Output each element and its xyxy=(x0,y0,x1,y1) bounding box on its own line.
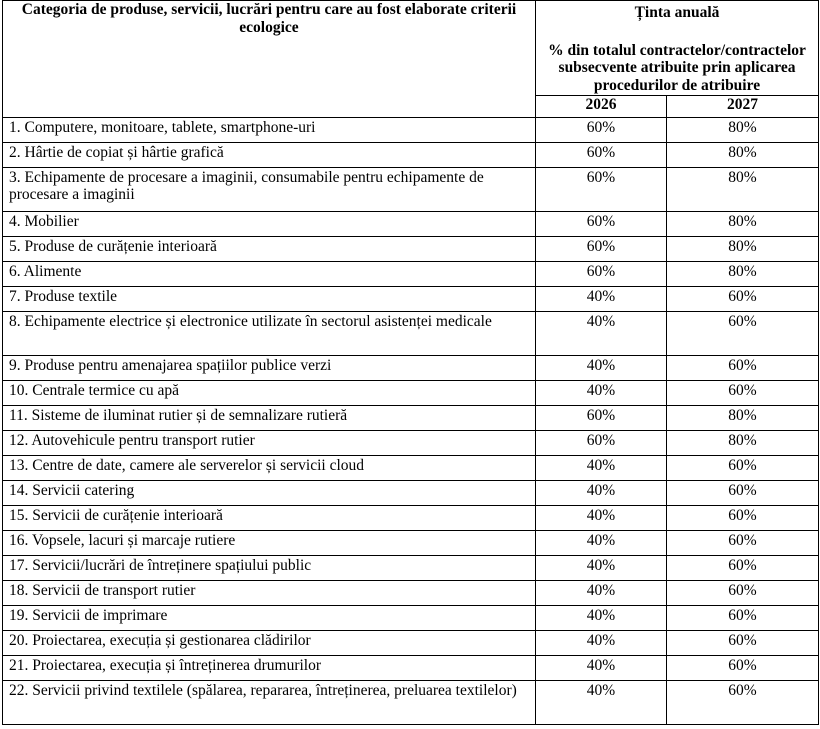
cell-category: 6. Alimente xyxy=(3,261,536,286)
table-header xyxy=(3,1,819,118)
cell-target-2027: 60% xyxy=(667,580,819,605)
cell-target-2026: 60% xyxy=(536,405,667,430)
cell-category: 10. Centrale termice cu apă xyxy=(3,380,536,405)
table-row xyxy=(3,430,819,455)
cell-target-2026: 40% xyxy=(536,630,667,655)
cell-category: 17. Servicii/lucrări de întreținere spațiului public xyxy=(3,555,536,580)
cell-target-2026: 40% xyxy=(536,555,667,580)
cell-target-2027: 80% xyxy=(667,117,819,142)
cell-target-2027: 60% xyxy=(667,455,819,480)
cell-target-2026: 60% xyxy=(536,211,667,236)
cell-category: 16. Vopsele, lacuri și marcaje rutiere xyxy=(3,530,536,555)
cell-category: 22. Servicii privind textilele (spălarea, repararea, întreținerea, preluarea textilelor) xyxy=(3,680,536,724)
cell-category: 4. Mobilier xyxy=(3,211,536,236)
table-row xyxy=(3,530,819,555)
cell-target-2027: 80% xyxy=(667,167,819,211)
header-row-titles xyxy=(3,1,819,96)
cell-category: 13. Centre de date, camere ale serverelor și servicii cloud xyxy=(3,455,536,480)
cell-target-2026: 40% xyxy=(536,655,667,680)
cell-target-2026: 60% xyxy=(536,117,667,142)
header-year-2026: 2026 xyxy=(536,95,667,117)
cell-target-2027: 60% xyxy=(667,630,819,655)
cell-target-2027: 80% xyxy=(667,211,819,236)
table-row xyxy=(3,555,819,580)
cell-category: 18. Servicii de transport rutier xyxy=(3,580,536,605)
cell-target-2027: 60% xyxy=(667,655,819,680)
table-row xyxy=(3,455,819,480)
cell-target-2027: 80% xyxy=(667,405,819,430)
cell-target-2026: 40% xyxy=(536,505,667,530)
header-annual-target xyxy=(536,1,819,96)
table-row xyxy=(3,480,819,505)
cell-target-2027: 60% xyxy=(667,286,819,311)
cell-category: 11. Sisteme de iluminat rutier și de semnalizare rutieră xyxy=(3,405,536,430)
header-year-2027: 2027 xyxy=(667,95,819,117)
table-row xyxy=(3,355,819,380)
cell-category: 15. Servicii de curățenie interioară xyxy=(3,505,536,530)
cell-target-2026: 40% xyxy=(536,355,667,380)
cell-category: 12. Autovehicule pentru transport rutier xyxy=(3,430,536,455)
cell-category: 1. Computere, monitoare, tablete, smartphone-uri xyxy=(3,117,536,142)
cell-category: 8. Echipamente electrice și electronice utilizate în sectorul asistenței medicale xyxy=(3,311,536,355)
table-row xyxy=(3,680,819,724)
cell-target-2026: 60% xyxy=(536,142,667,167)
cell-target-2027: 60% xyxy=(667,555,819,580)
table-body xyxy=(3,117,819,724)
cell-target-2026: 40% xyxy=(536,455,667,480)
table-row xyxy=(3,211,819,236)
cell-target-2026: 40% xyxy=(536,605,667,630)
cell-target-2026: 40% xyxy=(536,380,667,405)
table-row xyxy=(3,580,819,605)
cell-category: 7. Produse textile xyxy=(3,286,536,311)
table-row xyxy=(3,655,819,680)
cell-category: 5. Produse de curățenie interioară xyxy=(3,236,536,261)
table-row xyxy=(3,117,819,142)
cell-target-2027: 60% xyxy=(667,355,819,380)
cell-target-2026: 60% xyxy=(536,167,667,211)
cell-category: 20. Proiectarea, execuția și gestionarea clădirilor xyxy=(3,630,536,655)
cell-target-2026: 40% xyxy=(536,530,667,555)
cell-category: 19. Servicii de imprimare xyxy=(3,605,536,630)
table-row xyxy=(3,236,819,261)
cell-target-2027: 60% xyxy=(667,505,819,530)
cell-target-2027: 60% xyxy=(667,380,819,405)
cell-target-2026: 60% xyxy=(536,430,667,455)
cell-category: 3. Echipamente de procesare a imaginii, consumabile pentru echipamente de procesare a imaginii xyxy=(3,167,536,211)
header-category: Categoria de produse, servicii, lucrări pentru care au fost elaborate criterii ecologice xyxy=(3,1,536,118)
cell-target-2027: 80% xyxy=(667,236,819,261)
cell-target-2026: 60% xyxy=(536,236,667,261)
cell-target-2027: 80% xyxy=(667,261,819,286)
table-row xyxy=(3,630,819,655)
cell-category: 9. Produse pentru amenajarea spațiilor publice verzi xyxy=(3,355,536,380)
table-row xyxy=(3,142,819,167)
cell-target-2026: 40% xyxy=(536,480,667,505)
eco-criteria-targets-table xyxy=(2,0,819,725)
cell-category: 2. Hârtie de copiat și hârtie grafică xyxy=(3,142,536,167)
table-row xyxy=(3,311,819,355)
cell-category: 14. Servicii catering xyxy=(3,480,536,505)
cell-target-2027: 60% xyxy=(667,680,819,724)
table-row xyxy=(3,405,819,430)
cell-target-2027: 80% xyxy=(667,430,819,455)
cell-target-2026: 40% xyxy=(536,580,667,605)
cell-target-2026: 60% xyxy=(536,261,667,286)
cell-target-2026: 40% xyxy=(536,311,667,355)
table-row xyxy=(3,167,819,211)
header-annual-target-title: Ținta anuală xyxy=(634,4,720,21)
table-row xyxy=(3,261,819,286)
table-row xyxy=(3,380,819,405)
table-row xyxy=(3,605,819,630)
table-row xyxy=(3,286,819,311)
cell-target-2027: 80% xyxy=(667,142,819,167)
header-annual-target-subtitle: % din totalul contractelor/contractelor subsecvente atribuite prin aplicarea procedurilor de atribuire xyxy=(548,41,806,94)
cell-target-2027: 60% xyxy=(667,605,819,630)
cell-target-2026: 40% xyxy=(536,286,667,311)
cell-target-2026: 40% xyxy=(536,680,667,724)
cell-target-2027: 60% xyxy=(667,480,819,505)
cell-target-2027: 60% xyxy=(667,311,819,355)
table-row xyxy=(3,505,819,530)
cell-target-2027: 60% xyxy=(667,530,819,555)
cell-category: 21. Proiectarea, execuția și întreținerea drumurilor xyxy=(3,655,536,680)
